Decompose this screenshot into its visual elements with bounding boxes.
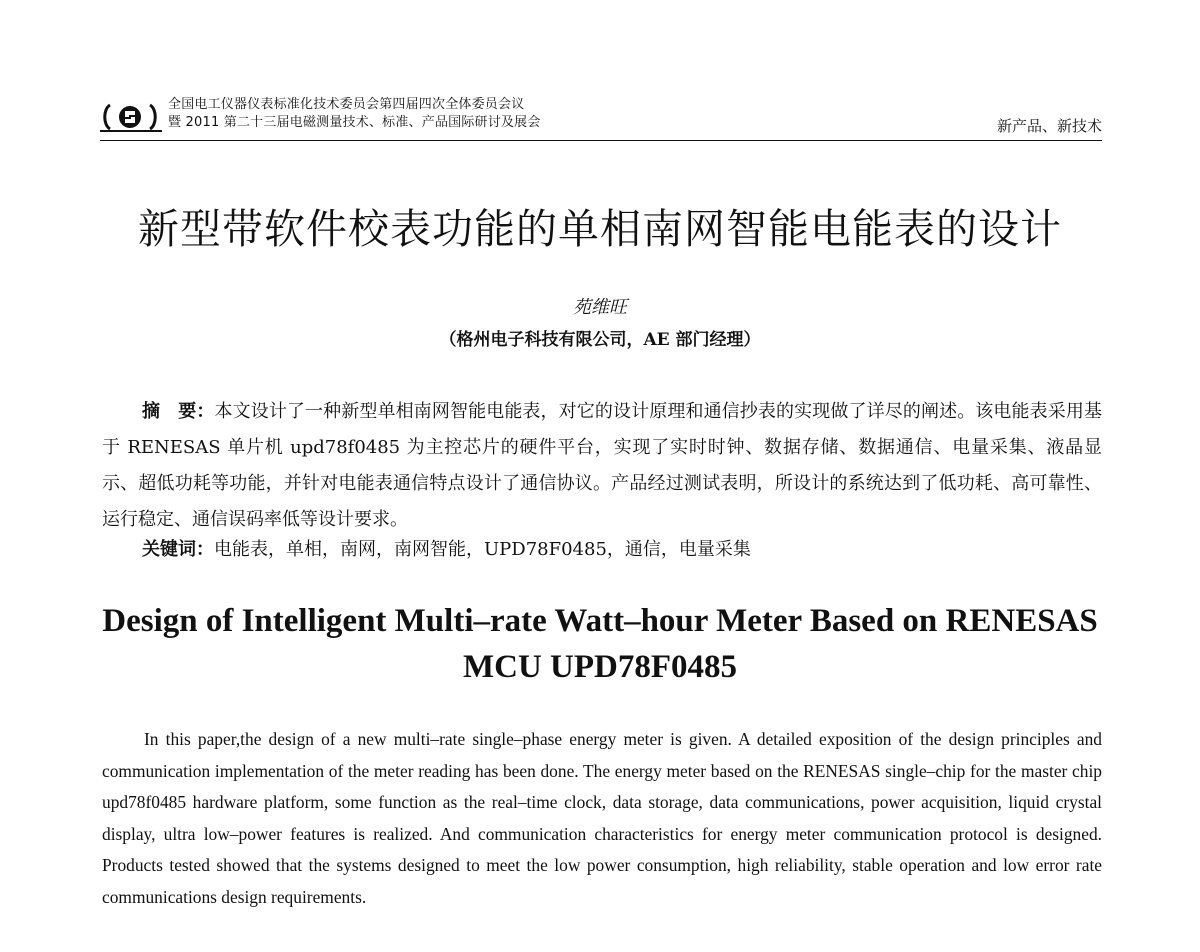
- section-label: 新产品、新技术: [996, 117, 1102, 135]
- conference-line-1: 全国电工仪器仪表标准化技术委员会第四届四次全体委员会议: [168, 97, 525, 112]
- keywords-label: 关键词：: [142, 539, 214, 560]
- english-title: Design of Intelligent Multi–rate Watt–hour Meter Based on RENESAS MCU UPD78F0485: [102, 603, 1098, 685]
- conference-logo-icon: [100, 101, 162, 133]
- running-header: [100, 94, 1102, 141]
- keywords-text: 电能表，单相，南网，南网智能，UPD78F0485，通信，电量采集: [214, 539, 751, 560]
- abstract-text: 本文设计了一种新型单相南网智能电能表，对它的设计原理和通信抄表的实现做了详尽的阐述。该电能表采用基于 RENESAS 单片机 upd78f0485 为主控芯片的硬件平台，实现了实时时钟、数据存储、数据通信、电量采集、液晶显示、超低功耗等功能，并针对电能表通信特点设计了通信协议。产品经过测试表明，所设计的系统达到了低功耗、高可靠性、运行稳定、通信误码率低等设计要求。: [102, 401, 1103, 530]
- conference-info: [168, 96, 541, 132]
- english-abstract: In this paper,the design of a new multi–rate single–phase energy meter is given. A detailed exposition of the design principles and communication implementation of the meter reading has been done. The energy meter based on the RENESAS single–chip for the master chip upd78f0485 hardware platform, some function as the real–time clock, data storage, data communications, power acquisition, liquid crystal display, ultra low–power features is realized. And communication characteristics for energy meter communication protocol is designed. Products tested showed that the systems designed to meet the low power consumption, high reliability, stable operation and low error rate communications design requirements.: [102, 729, 1102, 907]
- author-name: 苑维旺: [573, 297, 627, 318]
- keywords: [142, 535, 1102, 565]
- chinese-abstract: [102, 394, 1102, 538]
- conference-line-2: 暨 2011 第二十三届电磁测量技术、标准、产品国际研讨及展会: [168, 115, 541, 130]
- chinese-title: 新型带软件校表功能的单相南网智能电能表的设计: [138, 205, 1062, 253]
- author-affiliation: （格州电子科技有限公司，AE 部门经理）: [439, 330, 761, 350]
- abstract-label: 摘 要：: [142, 401, 215, 422]
